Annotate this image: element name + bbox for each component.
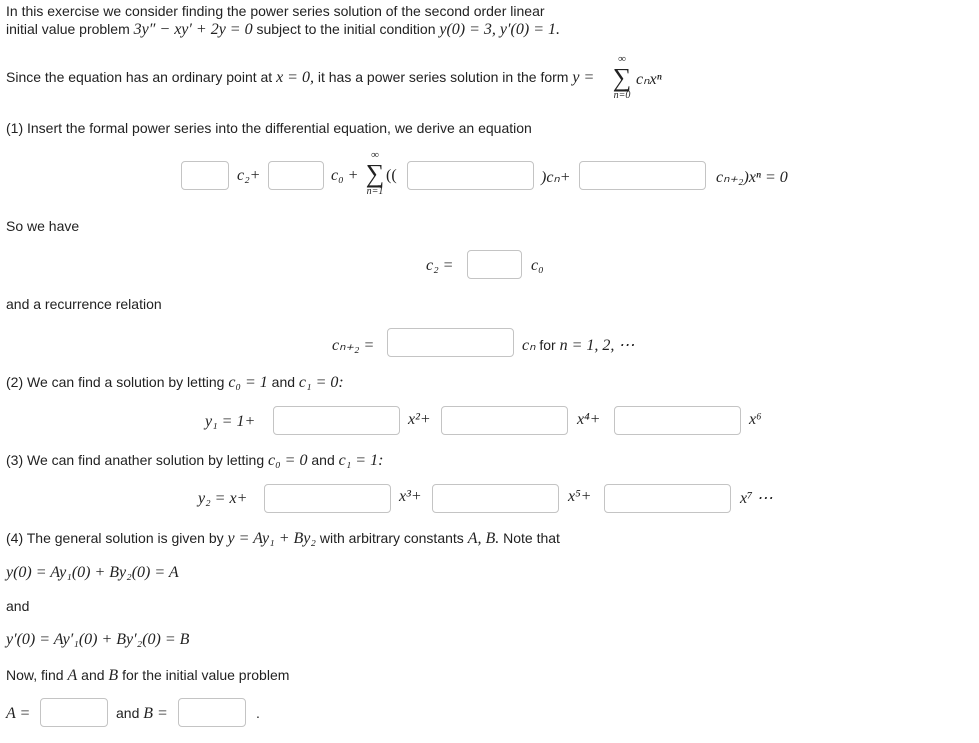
part3-text xyxy=(6,452,383,470)
part2-c0: c₀ = 1 xyxy=(228,374,268,391)
yprime0-equation: y′(0) = Ay′₁(0) + By′₂(0) = B xyxy=(6,631,190,648)
part3-c1: c₁ = 1: xyxy=(338,452,384,469)
intro-line-1: In this exercise we consider finding the power series solution of the second order linear xyxy=(6,3,545,19)
ordinary-middle: it has a power series solution in the form xyxy=(317,69,569,85)
c2-value-input[interactable] xyxy=(467,250,522,279)
for-text: for xyxy=(539,337,556,353)
ordinary-prefix: Since the equation has an ordinary point at xyxy=(6,69,273,85)
y2-x7-coef-input[interactable] xyxy=(604,484,731,513)
y2-equals: y₂ = x+ xyxy=(198,490,248,507)
find-ab-text xyxy=(6,667,289,685)
y1-x4-coef-input[interactable] xyxy=(441,406,568,435)
intro-prefix: initial value problem xyxy=(6,21,130,37)
y2-x3-coef-input[interactable] xyxy=(264,484,391,513)
general-solution: y = Ay₁ + By₂ xyxy=(227,530,316,547)
coef-c0-input[interactable] xyxy=(268,161,324,190)
open-paren: (( xyxy=(386,167,397,184)
sum-lower-limit: n=0 xyxy=(613,90,631,101)
part3-and: and xyxy=(311,452,335,468)
part4-text xyxy=(6,530,560,548)
part3-c0: c₀ = 0 xyxy=(268,452,308,469)
part2-and: and xyxy=(271,374,296,390)
cn2-equals: cₙ₊₂ = xyxy=(332,337,375,354)
sigma-symbol: ∑ xyxy=(612,63,632,92)
and-b-label xyxy=(116,705,168,723)
ordinary-point: x = 0, xyxy=(276,69,314,86)
part4-mid: with arbitrary constants xyxy=(319,530,464,546)
part2-c1: c₁ = 0: xyxy=(298,374,344,391)
x7-label: x⁷ ⋯ xyxy=(740,490,773,507)
y1-equals: y₁ = 1+ xyxy=(205,413,256,430)
part4-suffix: Note that xyxy=(503,530,560,546)
and-b-and: and xyxy=(116,705,140,721)
y0-equation: y(0) = Ay₁(0) + By₂(0) = A xyxy=(6,564,179,581)
x4-plus: x⁴+ xyxy=(577,411,601,428)
find-prefix: Now, find xyxy=(6,667,64,683)
y1-x2-coef-input[interactable] xyxy=(273,406,400,435)
part1-sum xyxy=(364,150,386,197)
find-and: and xyxy=(81,667,105,683)
part4-prefix: (4) The general solution is given by xyxy=(6,530,224,546)
c2-plus: c₂+ xyxy=(237,167,261,184)
cn-label: cₙ xyxy=(522,337,536,354)
a-equals: A = xyxy=(6,705,31,722)
y-equals: y = xyxy=(572,69,595,86)
x3-plus: x³+ xyxy=(399,488,422,505)
part2-prefix: (2) We can find a solution by letting xyxy=(6,374,225,390)
initial-condition: y(0) = 3, y′(0) = 1. xyxy=(439,21,560,38)
and-text: and xyxy=(6,598,30,614)
sum-upper-limit: ∞ xyxy=(618,53,626,65)
x2-plus: x²+ xyxy=(408,411,431,428)
x5-plus: x⁵+ xyxy=(568,488,592,505)
recurrence-input[interactable] xyxy=(387,328,514,357)
y1-x6-coef-input[interactable] xyxy=(614,406,741,435)
a-value-input[interactable] xyxy=(40,698,108,727)
b-equals: B = xyxy=(143,705,168,722)
series-term: cₙxⁿ xyxy=(636,71,662,88)
x6-label: x⁶ xyxy=(749,411,762,428)
part1-sum-upper: ∞ xyxy=(371,149,379,161)
recurrence-tail xyxy=(522,335,634,355)
c2-equals: c₂ = xyxy=(426,257,454,274)
recurrence-text: and a recurrence relation xyxy=(6,296,162,312)
part1-text: (1) Insert the formal power series into the differential equation, we derive an equation xyxy=(6,120,532,136)
cn-plus: )cₙ+ xyxy=(541,169,571,186)
ordinary-point-line xyxy=(6,69,594,87)
b-value-input[interactable] xyxy=(178,698,246,727)
part1-tail: cₙ₊₂)xⁿ = 0 xyxy=(716,169,788,186)
n-range: n = 1, 2, ⋯ xyxy=(559,337,635,354)
ode-equation: 3y″ − xy′ + 2y = 0 xyxy=(133,21,253,38)
part2-text xyxy=(6,374,344,392)
so-we-have-text: So we have xyxy=(6,218,80,234)
intro-line-2 xyxy=(6,21,560,39)
final-period: . xyxy=(256,705,260,721)
find-b: B xyxy=(108,667,119,684)
intro-mid: subject to the initial condition xyxy=(256,21,436,37)
find-suffix: for the initial value problem xyxy=(122,667,290,683)
part1-sigma: ∑ xyxy=(365,159,385,188)
c0-plus: c₀ + xyxy=(331,167,359,184)
part3-prefix: (3) We can find anather solution by letting xyxy=(6,452,265,468)
cn2-coefficient-input[interactable] xyxy=(579,161,706,190)
coef-c2-input[interactable] xyxy=(181,161,229,190)
cn-coefficient-input[interactable] xyxy=(407,161,534,190)
c0-label: c₀ xyxy=(531,257,544,274)
find-a: A xyxy=(67,667,78,684)
constants-ab: A, B. xyxy=(467,530,500,547)
y2-x5-coef-input[interactable] xyxy=(432,484,559,513)
series-sum xyxy=(611,54,633,101)
part1-sum-lower: n=1 xyxy=(366,186,384,197)
